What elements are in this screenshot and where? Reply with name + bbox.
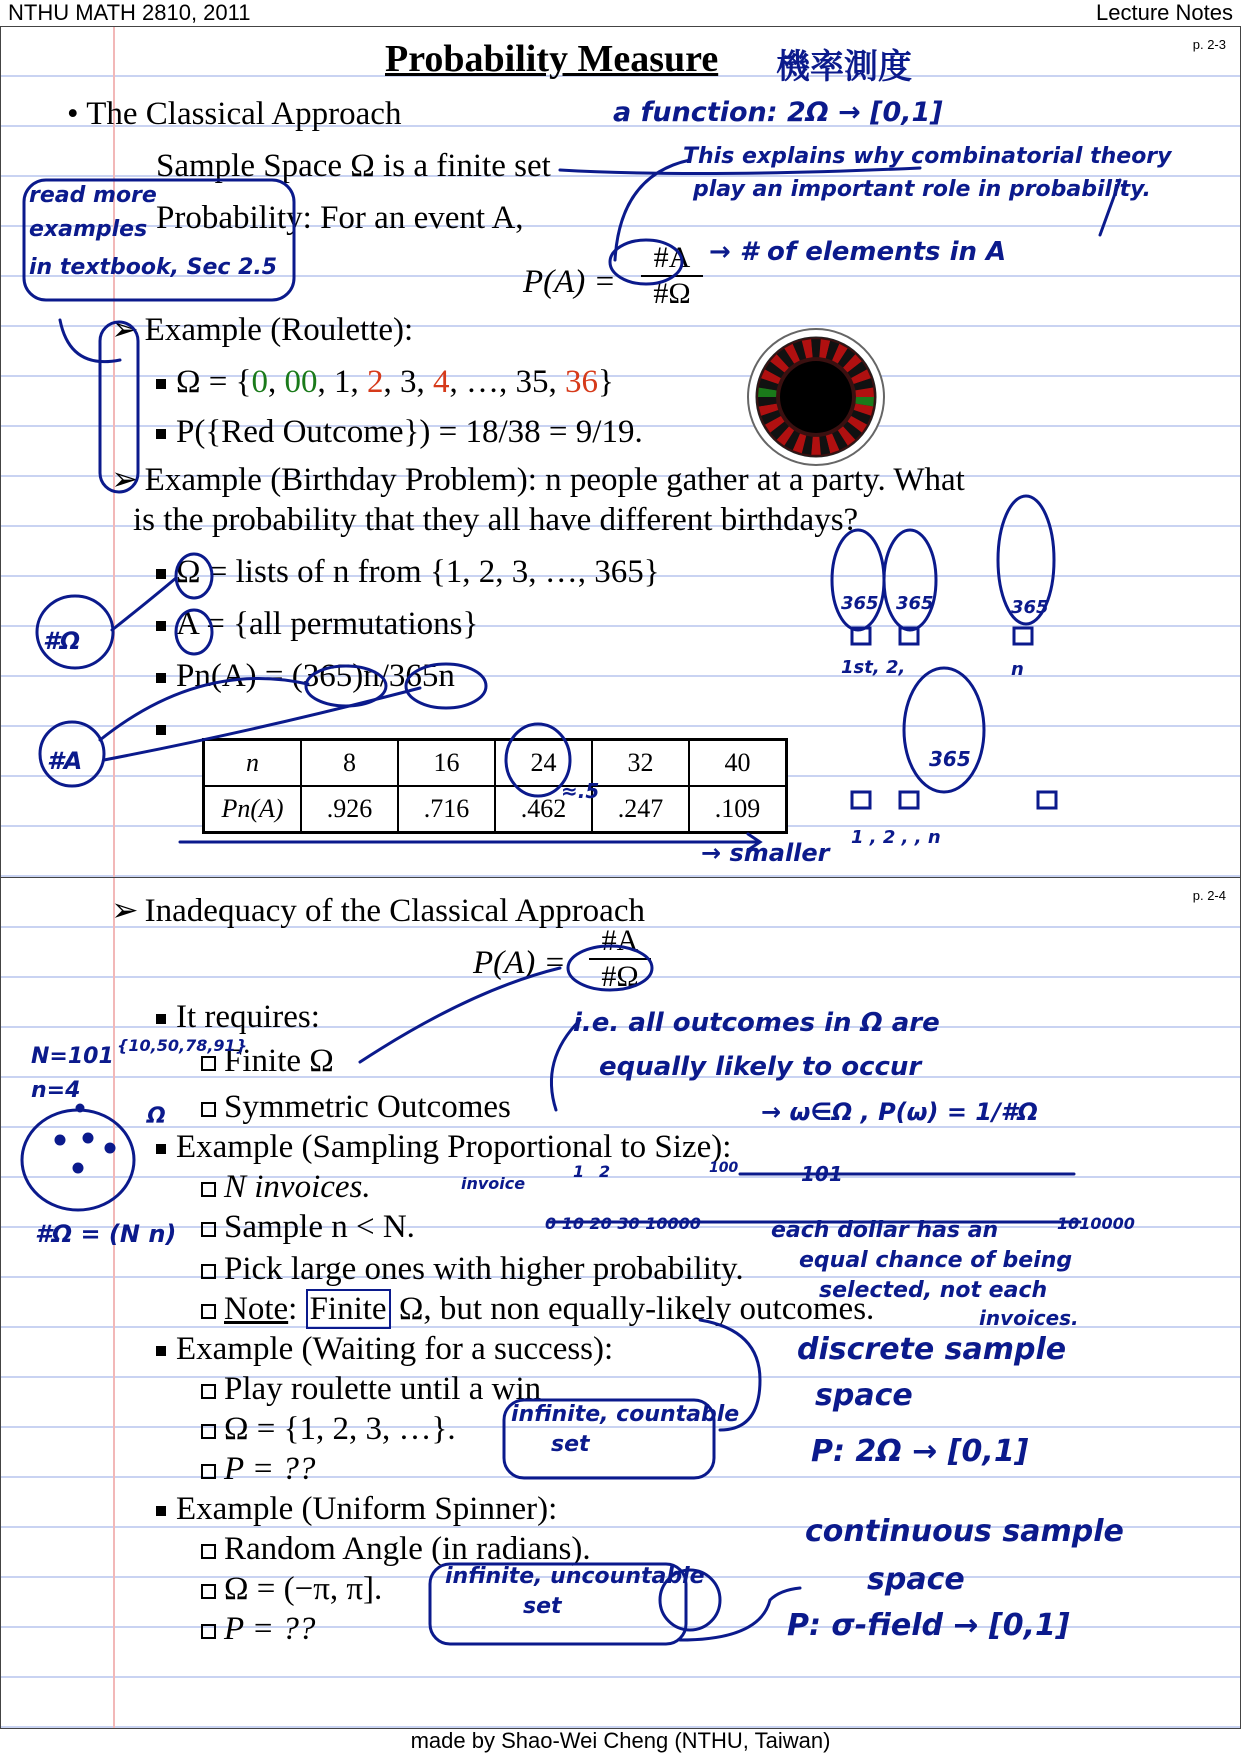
hw-365-b: 365	[896, 593, 934, 614]
slide-2-3	[0, 26, 1241, 878]
birthday-A: A = {all permutations}	[156, 605, 478, 643]
page-number: p. 2-3	[1192, 37, 1226, 52]
probability-event-text: Probability: For an event A,	[156, 200, 524, 236]
ex-spinner: Example (Uniform Spinner):	[156, 1490, 557, 1528]
page-number: p. 2-4	[1192, 888, 1226, 903]
hw-infinite-uncountable-1: infinite, uncountable	[445, 1564, 705, 1589]
hw-365-d: 365	[929, 747, 971, 771]
p-unknown-2: P = ??	[201, 1610, 315, 1648]
hw-w-prob: → ω∈Ω , P(ω) = 1/#Ω	[761, 1098, 1038, 1126]
hw-dollar-2: equal chance of being	[799, 1248, 1073, 1273]
birthday-table-bullet	[156, 709, 176, 747]
play-roulette-text: Play roulette until a win	[201, 1370, 541, 1408]
hw-continuous-1: continuous sample	[805, 1514, 1124, 1549]
header-right: Lecture Notes	[1096, 0, 1233, 25]
birthday-Pn: Pn(A) = (365)n/365n	[156, 657, 455, 695]
formula-lhs: P(A) =	[523, 264, 616, 300]
ex-waiting: Example (Waiting for a success):	[156, 1330, 613, 1368]
table-cell: .109	[689, 786, 787, 833]
hw-discrete-3: P: 2Ω → [0,1]	[811, 1434, 1029, 1469]
hw-set-example: {10,50,78,91}	[117, 1036, 248, 1055]
formula-fraction	[641, 241, 703, 311]
requires-text: It requires:	[156, 998, 320, 1036]
p-unknown-1: P = ??	[201, 1450, 315, 1488]
table-cell: 8	[301, 740, 398, 787]
roulette-omega: Ω = {0, 00, 1, 2, 3, 4, …, 35, 36}	[156, 363, 614, 401]
hw-axis-101: 101	[801, 1162, 843, 1186]
hw-N101: N=101	[31, 1044, 114, 1069]
roulette-slot	[811, 339, 821, 357]
hw-axis-2: 2	[599, 1162, 611, 1181]
hw-explains-2: play an important role in probability.	[693, 177, 1151, 202]
birthday-omega: Ω = lists of n from {1, 2, 3, …, 365}	[156, 553, 660, 591]
table-cell: .462	[495, 786, 592, 833]
roulette-wheel-image	[746, 327, 886, 467]
hw-discrete-2: space	[815, 1378, 913, 1413]
hw-labels-n: n	[1011, 659, 1024, 680]
note-text: Note: Finite Ω, but non equally-likely outcomes.	[201, 1290, 874, 1328]
formula-den: #Ω	[653, 277, 691, 310]
bullet-classical: • The Classical Approach	[67, 96, 402, 132]
ex-sampling: Example (Sampling Proportional to Size):	[156, 1128, 731, 1166]
inadequacy-heading: ➢ Inadequacy of the Classical Approach	[111, 893, 645, 929]
hw-labels-1st: 1st, 2,	[841, 657, 906, 678]
hw-hash-omega-binom: #Ω = (N n)	[35, 1220, 177, 1248]
hw-axis-1: 1	[573, 1162, 585, 1181]
hw-read-more-2: examples	[29, 217, 148, 242]
hw-dollar-4: invoices.	[979, 1306, 1079, 1330]
table-row	[204, 786, 787, 833]
hw-approx: ≈.5	[561, 779, 600, 803]
hw-hash-A: #A	[47, 747, 83, 775]
hw-365-c: 365	[1011, 597, 1049, 618]
pick-large-text: Pick large ones with higher probability.	[201, 1250, 744, 1288]
random-angle-text: Random Angle (in radians).	[201, 1530, 591, 1568]
hw-365-a: 365	[841, 593, 879, 614]
finite-text: Finite Ω	[201, 1042, 334, 1080]
hw-discrete-1: discrete sample	[797, 1332, 1067, 1367]
table-cell: 40	[689, 740, 787, 787]
omega-count-text: Ω = {1, 2, 3, …}.	[201, 1410, 456, 1448]
formula2-lhs: P(A) =	[473, 945, 566, 981]
formula2-fraction	[589, 924, 651, 994]
hw-equally-1: i.e. all outcomes in Ω are	[573, 1008, 940, 1038]
hw-axis-ticks: 0 10 20 30 10000	[545, 1214, 701, 1233]
hw-function: a function: 2Ω → [0,1]	[613, 97, 943, 128]
sample-n-text: Sample n < N.	[201, 1208, 415, 1246]
roulette-slot	[811, 437, 821, 455]
hw-axis-1010000: 1010000	[1057, 1214, 1135, 1233]
invoices-text: N invoices.	[201, 1168, 371, 1206]
hw-equally-2: equally likely to occur	[599, 1052, 922, 1082]
footer-credit: made by Shao-Wei Cheng (NTHU, Taiwan)	[410, 1728, 831, 1753]
formula2-num: #A	[601, 924, 639, 957]
birthday-heading-2: is the probability that they all have different birthdays?	[133, 502, 859, 538]
hw-dollar-3: selected, not each	[819, 1278, 1048, 1303]
symmetric-text: Symmetric Outcomes	[201, 1088, 511, 1126]
hw-infinite-uncountable-2: set	[523, 1594, 562, 1619]
sample-space-text: Sample Space Ω is a finite set	[156, 148, 551, 184]
table-cell: .716	[398, 786, 495, 833]
hw-n4: n=4	[31, 1078, 81, 1103]
roulette-heading: ➢ Example (Roulette):	[111, 312, 414, 348]
table-row	[204, 740, 787, 787]
hw-dollar-1: each dollar has an	[771, 1218, 999, 1243]
slide-2-4	[0, 877, 1241, 1729]
table-cell: 32	[592, 740, 689, 787]
hw-chinese-title: 機率測度	[776, 47, 912, 87]
table-cell: .247	[592, 786, 689, 833]
hw-read-more-3: in textbook, Sec 2.5	[29, 255, 278, 280]
table-cell: 24	[495, 740, 592, 787]
slide-title: Probability Measure	[385, 38, 719, 80]
hw-invoice: invoice	[461, 1174, 526, 1193]
hw-continuous-2: space	[867, 1562, 965, 1597]
hw-labels-bottom: 1 , 2 , , n	[851, 827, 941, 848]
hw-explains-1: This explains why combinatorial theory	[683, 144, 1172, 169]
hw-elements: → # of elements in A	[709, 237, 1007, 267]
table-cell: 16	[398, 740, 495, 787]
formula-num: #A	[653, 241, 691, 274]
hw-infinite-countable-1: infinite, countable	[511, 1402, 740, 1427]
birthday-heading: ➢ Example (Birthday Problem): n people gather at a party. What	[111, 462, 965, 498]
table-row-label: n	[204, 740, 302, 787]
omega-interval-text: Ω = (−π, π].	[201, 1570, 382, 1608]
formula2-den: #Ω	[601, 960, 639, 993]
hw-hash-omega: #Ω	[43, 627, 81, 655]
hw-continuous-3: P: σ-field → [0,1]	[787, 1608, 1070, 1643]
birthday-table	[202, 738, 788, 834]
roulette-prob: P({Red Outcome}) = 18/38 = 9/19.	[156, 413, 643, 451]
hw-smaller: → smaller	[701, 839, 830, 867]
hw-axis-100: 100	[709, 1160, 739, 1176]
table-cell: .926	[301, 786, 398, 833]
header-left: NTHU MATH 2810, 2011	[8, 0, 251, 25]
table-row-label: Pn(A)	[204, 786, 302, 833]
hw-read-more-1: read more	[29, 183, 157, 208]
hw-omega-small: Ω	[147, 1104, 166, 1129]
hw-infinite-countable-2: set	[551, 1432, 590, 1457]
